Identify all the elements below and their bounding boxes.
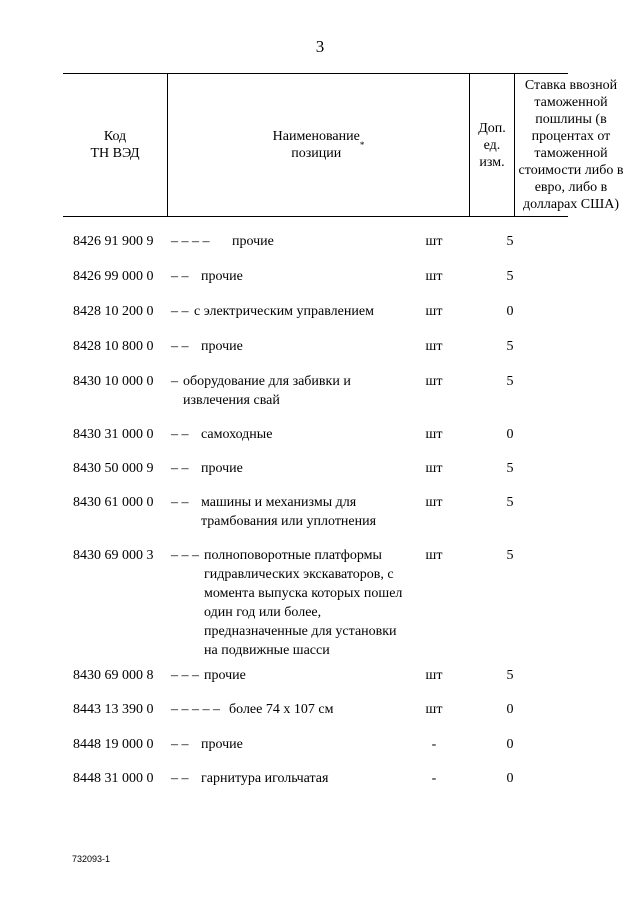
row-unit: -	[431, 771, 437, 786]
row-dash: –	[171, 374, 178, 389]
footnote-mark: *	[359, 139, 365, 150]
row-dash: – –	[171, 771, 189, 786]
row-dash: – –	[171, 339, 189, 354]
row-name: прочие	[201, 269, 243, 284]
row-dash: – – –	[171, 548, 199, 563]
row-code: 8428 10 800 0	[73, 339, 154, 354]
row-name: гарнитура игольчатая	[201, 771, 329, 786]
row-code: 8448 31 000 0	[73, 771, 154, 786]
row-unit: шт	[425, 668, 443, 683]
row-dash: – –	[171, 427, 189, 442]
row-unit: шт	[425, 548, 443, 563]
row-unit: шт	[425, 461, 443, 476]
row-rate: 0	[506, 702, 514, 717]
row-rate: 0	[506, 771, 514, 786]
header-unit	[470, 74, 515, 216]
header-rate-label: Ставка ввозной таможенной пошлины (в процентах от таможенной стоимости либо в евро, либо в долларах США)	[518, 78, 624, 212]
header-code	[63, 74, 168, 216]
row-dash: – – – – –	[171, 702, 220, 717]
row-code: 8430 10 000 0	[73, 374, 154, 389]
row-unit: шт	[425, 374, 443, 389]
row-code: 8430 69 000 8	[73, 668, 154, 683]
row-dash: – – –	[171, 668, 199, 683]
row-dash: – –	[171, 495, 189, 510]
row-dash: – –	[171, 304, 189, 319]
row-rate: 5	[506, 339, 514, 354]
row-rate: 5	[506, 548, 514, 563]
row-unit: шт	[425, 702, 443, 717]
row-unit: шт	[425, 269, 443, 284]
row-unit: шт	[425, 304, 443, 319]
row-rate: 5	[506, 234, 514, 249]
row-unit: шт	[425, 339, 443, 354]
row-rate: 0	[506, 427, 514, 442]
header-unit-label: Доп. ед. изм.	[478, 120, 506, 170]
row-rate: 5	[506, 374, 514, 389]
row-name: с электрическим управлением	[194, 304, 374, 319]
row-code: 8428 10 200 0	[73, 304, 154, 319]
row-rate: 0	[506, 304, 514, 319]
row-name: более 74 х 107 см	[229, 702, 334, 717]
row-name: прочие	[201, 339, 243, 354]
row-name: машины и механизмы для трамбования или уплотнения	[201, 495, 377, 529]
table-header	[63, 73, 624, 217]
header-name	[168, 74, 470, 216]
row-name: полноповоротные платформы гидравлических экскаваторов, с момента выпуска которых пошел один год или более, предназначенные для установки на подвижные шасси	[204, 548, 403, 658]
row-dash: – – – –	[171, 234, 210, 249]
row-dash: – –	[171, 461, 189, 476]
row-name: прочие	[201, 737, 243, 752]
row-code: 8430 61 000 0	[73, 495, 154, 510]
header-code-label: Код ТН ВЭД	[90, 129, 140, 161]
row-code: 8426 91 900 9	[73, 234, 154, 249]
row-dash: – –	[171, 737, 189, 752]
row-unit: -	[431, 737, 437, 752]
row-code: 8430 50 000 9	[73, 461, 154, 476]
row-rate: 0	[506, 737, 514, 752]
row-name: самоходные	[201, 427, 273, 442]
row-unit: шт	[425, 495, 443, 510]
row-unit: шт	[425, 234, 443, 249]
header-rate	[515, 74, 627, 216]
row-rate: 5	[506, 269, 514, 284]
header-name-label: Наименование позиции	[272, 129, 360, 161]
row-code: 8426 99 000 0	[73, 269, 154, 284]
row-rate: 5	[506, 495, 514, 510]
row-name: прочие	[201, 461, 243, 476]
row-name: прочие	[204, 668, 246, 683]
row-dash: – –	[171, 269, 189, 284]
row-unit: шт	[425, 427, 443, 442]
row-rate: 5	[506, 461, 514, 476]
row-code: 8430 31 000 0	[73, 427, 154, 442]
row-name: прочие	[232, 234, 274, 249]
row-code: 8430 69 000 3	[73, 548, 154, 563]
document-id: 732093-1	[72, 854, 111, 864]
row-code: 8443 13 390 0	[73, 702, 154, 717]
row-name: оборудование для забивки и извлечения свай	[183, 374, 351, 408]
row-code: 8448 19 000 0	[73, 737, 154, 752]
row-rate: 5	[506, 668, 514, 683]
page-number: 3	[315, 37, 325, 56]
